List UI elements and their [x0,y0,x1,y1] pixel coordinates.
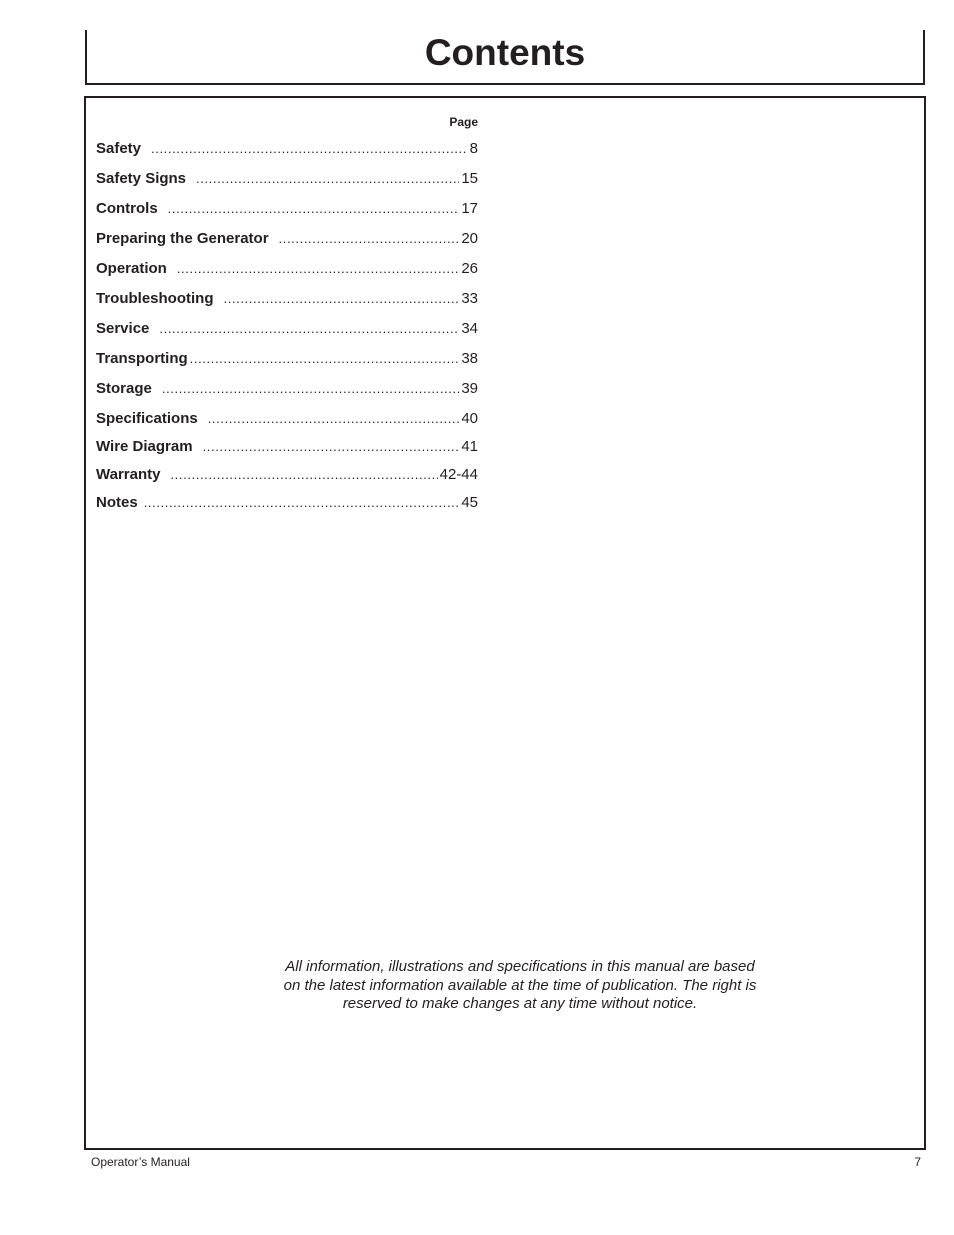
title-frame [85,30,925,85]
toc-entry-label: Specifications [96,410,198,427]
dot-leader [162,380,459,398]
dot-leader [159,320,459,338]
toc-entry-page: 34 [461,320,478,337]
disclaimer-line: reserved to make changes at any time without notice. [342,995,698,1012]
toc-entry-label: Safety [96,140,142,157]
toc-entry-label: Wire Diagram [96,438,193,455]
toc-entry-service[interactable] [96,320,478,338]
dot-leader [279,230,460,248]
toc-entry-page: 45 [461,494,478,511]
page-column-heading: Page [449,115,478,129]
toc-entry-page: 17 [461,200,478,217]
toc-entry-label: Controls [96,200,158,217]
dot-leader [203,438,460,456]
dot-leader [170,466,437,484]
dot-leader [168,200,460,218]
toc-entry-label: Warranty [96,466,161,483]
footer-manual-name: Operator’s Manual [91,1155,190,1169]
toc-entry-label: Preparing the Generator [96,230,269,247]
dot-leader [151,140,468,158]
toc-entry-label: Service [96,320,150,337]
toc-entry-page: 40 [461,410,478,427]
content-frame [84,96,926,1150]
toc-entry-page: 38 [461,350,478,367]
toc-entry-preparing-the-generator[interactable] [96,230,478,248]
toc-entry-transporting[interactable] [96,350,478,368]
toc-entry-label: Transporting [96,350,188,367]
toc-entry-page: 26 [461,260,478,277]
toc-entry-page: 20 [461,230,478,247]
toc-entry-page: 39 [461,380,478,397]
table-of-contents [96,114,478,522]
toc-entry-label: Notes [96,494,138,511]
toc-entry-page: 42-44 [439,466,478,483]
toc-entry-troubleshooting[interactable] [96,290,478,308]
toc-entry-notes[interactable] [96,494,478,512]
toc-entry-label: Troubleshooting [96,290,214,307]
dot-leader [196,170,459,188]
toc-entry-operation[interactable] [96,260,478,278]
disclaimer-note [254,958,786,1014]
toc-entry-page: 8 [469,140,478,157]
toc-entry-wire-diagram[interactable] [96,438,478,456]
toc-entry-page: 33 [461,290,478,307]
toc-entry-page: 41 [461,438,478,455]
dot-leader [177,260,459,278]
page-title: Contents [424,32,586,73]
dot-leader [208,410,460,428]
toc-entry-label: Storage [96,380,152,397]
disclaimer-line: All information, illustrations and specifications in this manual are based [285,958,755,975]
disclaimer-line: on the latest information available at the time of publication. The right is [283,976,757,994]
dot-leader [144,494,460,512]
toc-entry-safety-signs[interactable] [96,170,478,188]
toc-entry-storage[interactable] [96,380,478,398]
toc-entry-specifications[interactable] [96,410,478,428]
toc-entry-controls[interactable] [96,200,478,218]
toc-entry-label: Safety Signs [96,170,187,187]
toc-entry-safety[interactable] [96,140,478,158]
toc-entry-warranty[interactable] [96,466,478,484]
toc-entry-page: 15 [461,170,478,187]
footer-page-number: 7 [914,1155,921,1169]
dot-leader [190,350,460,368]
dot-leader [224,290,460,308]
toc-entry-label: Operation [96,260,167,277]
